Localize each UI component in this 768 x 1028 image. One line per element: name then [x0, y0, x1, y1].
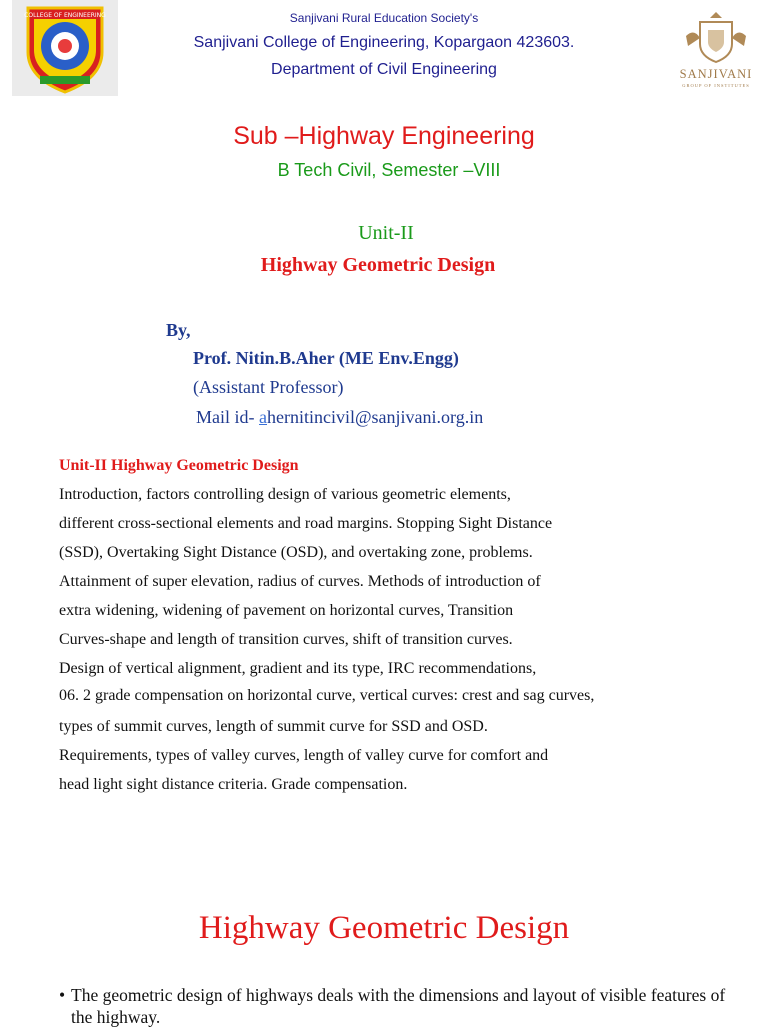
svg-text:COLLEGE OF ENGINEERING: COLLEGE OF ENGINEERING — [24, 12, 106, 19]
syllabus-line: Curves-shape and length of transition curves, shift of transition curves. — [59, 631, 513, 648]
author-role: (Assistant Professor) — [193, 377, 344, 397]
society-name: Sanjivani Rural Education Society's — [289, 11, 479, 25]
bullet-text: The geometric design of highways deals with the dimensions and layout of visible features of the highway. — [71, 985, 726, 1027]
syllabus-line: types of summit curves, length of summit curve for SSD and OSD. — [59, 718, 488, 735]
section-title: Highway Geometric Design — [198, 910, 570, 946]
syllabus-line: different cross-sectional elements and road margins. Stopping Sight Distance — [59, 515, 553, 532]
syllabus-line: extra widening, widening of pavement on horizontal curves, Transition — [59, 602, 514, 619]
syllabus-line: Requirements, types of valley curves, length of valley curve for comfort and — [59, 747, 549, 764]
syllabus-heading: Unit-II Highway Geometric Design — [59, 457, 299, 474]
unit-label: Unit-II — [358, 222, 414, 244]
semester-label: B Tech Civil, Semester –VIII — [277, 160, 501, 180]
syllabus-line: Attainment of super elevation, radius of curves. Methods of introduction of — [59, 573, 541, 590]
author-email — [196, 407, 483, 428]
bullet-item — [59, 984, 749, 1028]
department-name: Department of Civil Engineering — [271, 61, 497, 78]
syllabus-line: (SSD), Overtaking Sight Distance (OSD), and overtaking zone, problems. — [59, 544, 533, 561]
subject-title: Sub –Highway Engineering — [233, 122, 535, 150]
unit-title: Highway Geometric Design — [260, 254, 496, 276]
mail-address[interactable]: hernitincivil@sanjivani.org.in — [267, 407, 484, 427]
syllabus-line: Introduction, factors controlling design of various geometric elements, — [59, 486, 511, 503]
syllabus-line: Design of vertical alignment, gradient and its type, IRC recommendations, — [59, 660, 537, 677]
syllabus-line: 06. 2 grade compensation on horizontal curve, vertical curves: crest and sag curves, — [59, 687, 595, 704]
mail-label: Mail id- — [196, 407, 259, 427]
svg-text:GROUP OF INSTITUTES: GROUP OF INSTITUTES — [682, 83, 750, 88]
syllabus-line: head light sight distance criteria. Grade compensation. — [59, 776, 408, 793]
college-name: Sanjivani College of Engineering, Kopargaon 423603. — [193, 34, 575, 51]
svg-text:SANJIVANI: SANJIVANI — [679, 67, 753, 81]
syllabus-body — [59, 484, 709, 803]
bullet-icon: • — [59, 985, 66, 1005]
author-name: Prof. Nitin.B.Aher (ME Env.Engg) — [193, 348, 459, 368]
mail-link-first-char[interactable]: a — [259, 407, 267, 427]
by-label: By, — [166, 320, 191, 340]
